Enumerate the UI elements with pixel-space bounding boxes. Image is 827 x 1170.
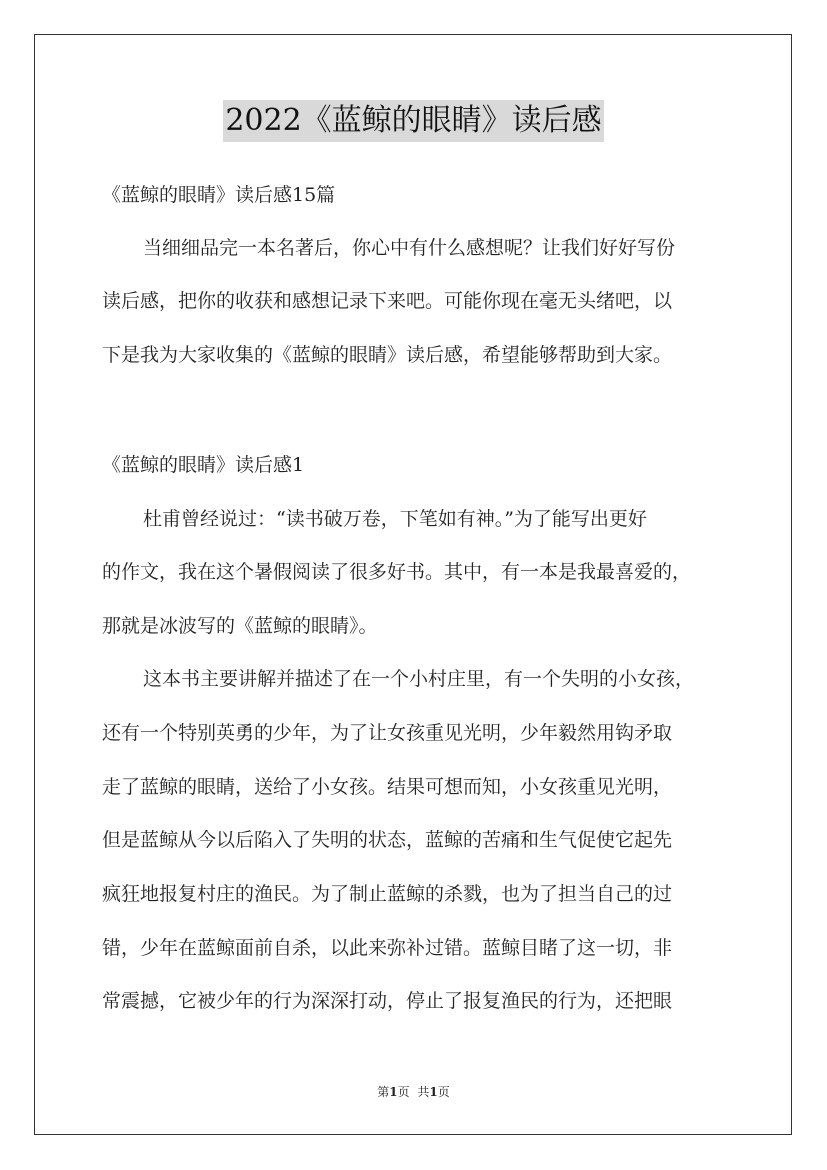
- section-heading: 《蓝鲸的眼睛》读后感1: [102, 454, 305, 476]
- para1-line-3: 那就是冰波写的《蓝鲸的眼睛》。: [102, 615, 378, 637]
- para2-line-4: 但是蓝鲸从今以后陷入了失明的状态，蓝鲸的苦痛和生气促使它起先: [102, 829, 673, 851]
- para2-line-7: 常震撼，它被少年的行为深深打动，停止了报复渔民的行为，还把眼: [102, 990, 673, 1012]
- intro-line-2: 读后感，把你的收获和感想记录下来吧。可能你现在毫无头绪吧，以: [102, 290, 673, 312]
- footer-total-number: 1: [429, 1085, 438, 1099]
- footer-total-prefix: 共: [417, 1085, 430, 1099]
- page-footer: [0, 1083, 827, 1100]
- para1-line-2: 的作文，我在这个暑假阅读了很多好书。其中，有一本是我最喜爱的，: [102, 561, 692, 583]
- intro-line-3: 下是我为大家收集的《蓝鲸的眼睛》读后感，希望能够帮助到大家。: [102, 344, 673, 366]
- para1-line-1: 杜甫曾经说过：“读书破万卷，下笔如有神。”为了能写出更好: [143, 508, 647, 530]
- footer-total-suffix: 页: [437, 1085, 450, 1099]
- para2-line-3: 走了蓝鲸的眼睛，送给了小女孩。结果可想而知，小女孩重见光明，: [102, 776, 673, 798]
- para2-line-5: 疯狂地报复村庄的渔民。为了制止蓝鲸的杀戮，也为了担当自己的过: [102, 883, 673, 905]
- para2-line-1: 这本书主要讲解并描述了在一个小村庄里，有一个失明的小女孩，: [143, 668, 695, 690]
- para2-line-2: 还有一个特别英勇的少年，为了让女孩重见光明，少年毅然用钩矛取: [102, 722, 673, 744]
- intro-line-1: 当细细品完一本名著后，你心中有什么感想呢？让我们好好写份: [143, 237, 676, 259]
- document-title: 2022《蓝鲸的眼睛》读后感: [223, 100, 603, 142]
- footer-page-number: 1: [389, 1085, 398, 1099]
- subtitle: 《蓝鲸的眼睛》读后感15篇: [102, 184, 336, 206]
- title-wrap: [0, 100, 827, 142]
- para2-line-6: 错，少年在蓝鲸面前自杀，以此来弥补过错。蓝鲸目睹了这一切，非: [102, 937, 673, 959]
- footer-page-prefix: 第: [377, 1085, 390, 1099]
- footer-page-suffix: 页: [397, 1085, 410, 1099]
